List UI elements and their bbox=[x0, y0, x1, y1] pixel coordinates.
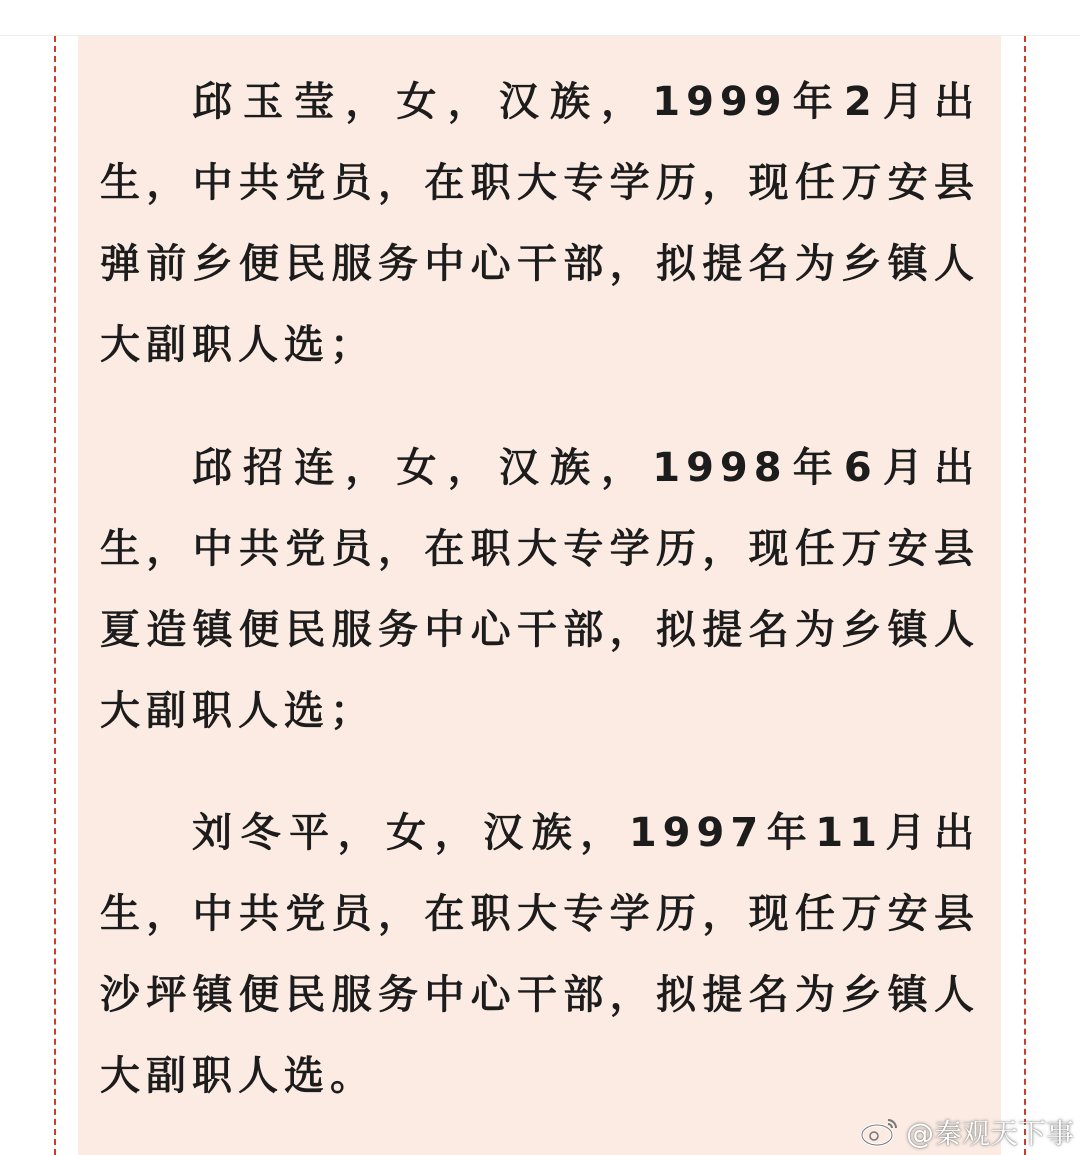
right-dashed-border bbox=[1024, 36, 1026, 1155]
nominee-paragraph-1: 邱玉莹，女，汉族，1999年2月出生，中共党员，在职大专学历，现任万安县弹前乡便民服务中心干部，拟提名为乡镇人大副职人选； bbox=[100, 79, 980, 368]
left-dashed-border bbox=[54, 36, 56, 1155]
weibo-icon bbox=[860, 1116, 900, 1148]
watermark bbox=[860, 1112, 1074, 1152]
nominee-paragraph-2: 邱招连，女，汉族，1998年6月出生，中共党员，在职大专学历，现任万安县夏造镇便民服务中心干部，拟提名为乡镇人大副职人选； bbox=[100, 445, 980, 734]
watermark-text: @秦观天下事 bbox=[906, 1117, 1075, 1150]
top-bar bbox=[0, 0, 1080, 36]
nominee-paragraph-3: 刘冬平，女，汉族，1997年11月出生，中共党员，在职大专学历，现任万安县沙坪镇便民服务中心干部，拟提名为乡镇人大副职人选。 bbox=[100, 810, 980, 1099]
